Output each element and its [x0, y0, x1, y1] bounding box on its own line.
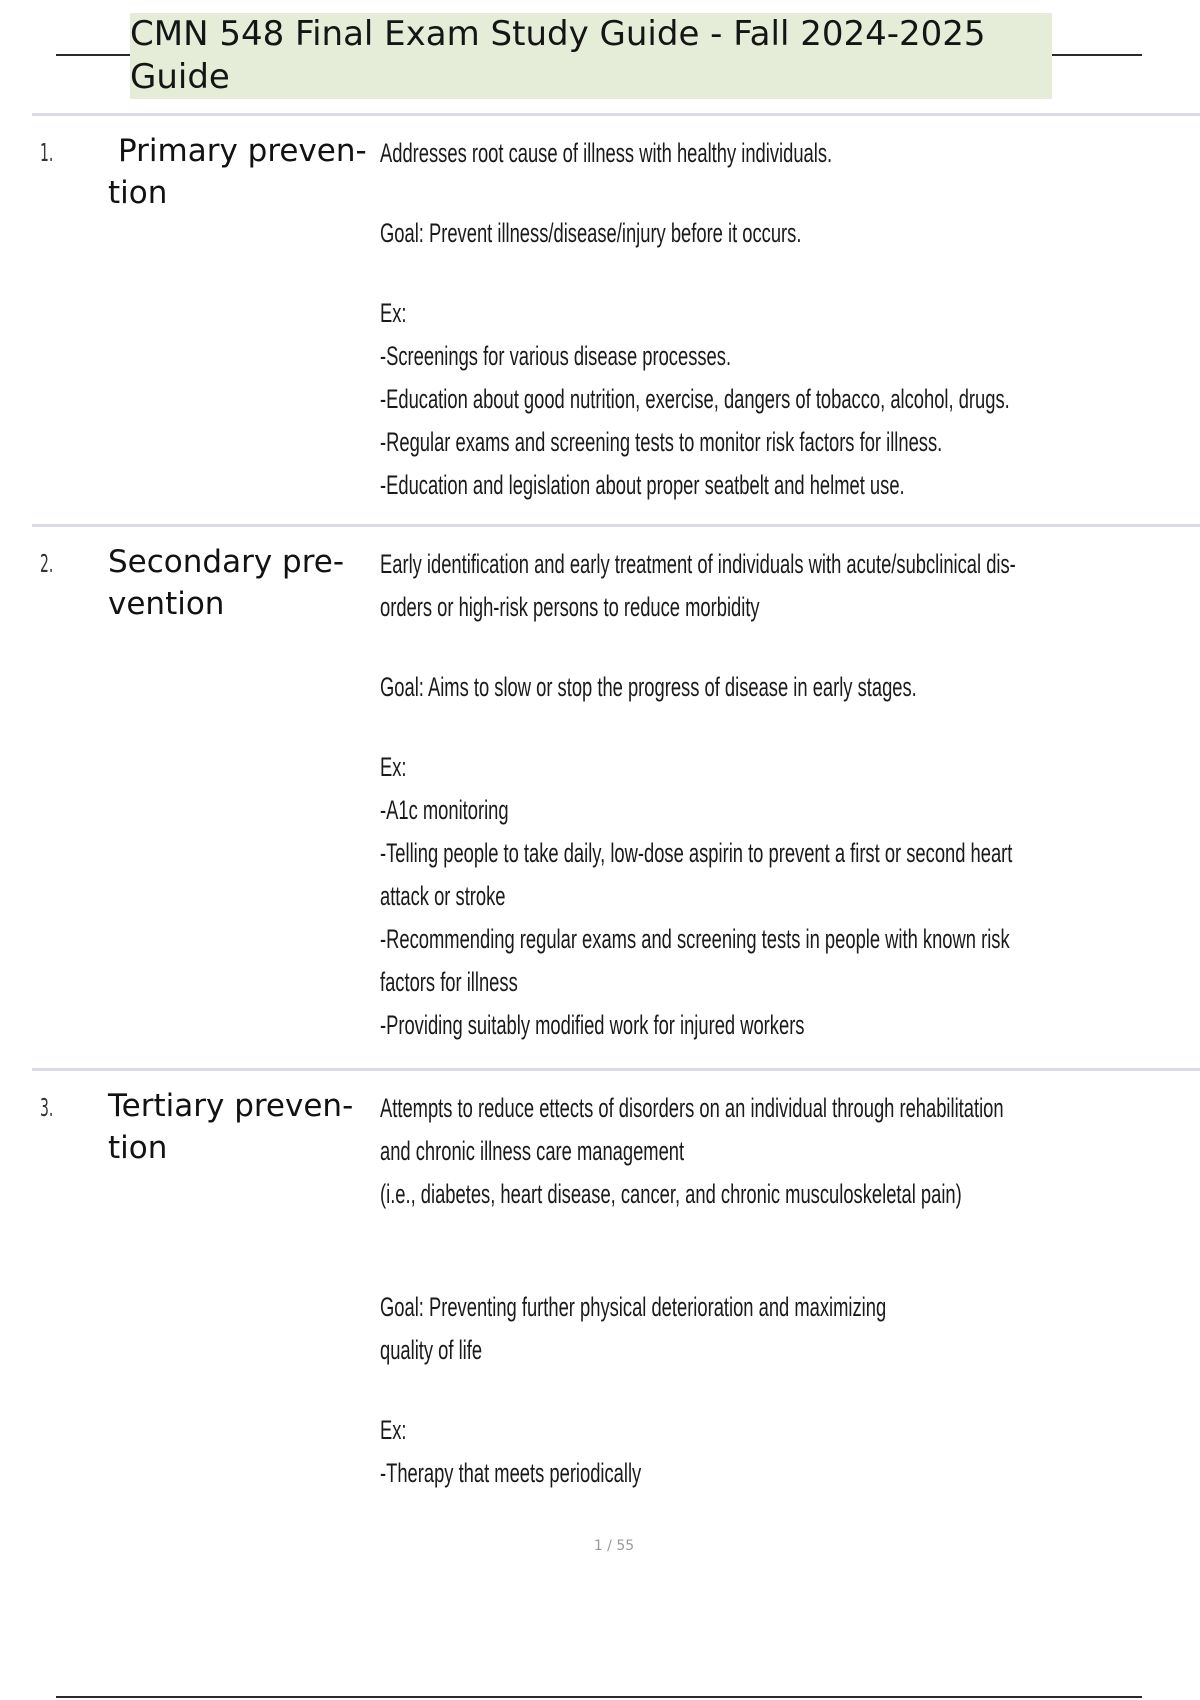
definition-example: -Screenings for various disease processes. — [380, 341, 732, 371]
definition-example: -Regular exams and screening tests to monitor risk factors for illness. — [380, 427, 943, 457]
definition-example-label: Ex: — [380, 752, 407, 782]
title-rule-right — [1052, 54, 1142, 56]
definition-line: Addresses root cause of illness with healthy individuals. — [380, 138, 833, 168]
term-name-line-1: Secondary pre- — [108, 544, 345, 580]
term-number: 1. — [40, 138, 54, 167]
term-name-line-2: tion — [108, 1130, 168, 1166]
definition-goal: quality of life — [380, 1335, 483, 1365]
term-row-primary-prevention — [32, 113, 1200, 526]
term-name-line-2: vention — [108, 586, 225, 622]
document-title-line-1: CMN 548 Final Exam Study Guide - Fall 2024-2025 — [130, 14, 986, 54]
page-number: 1 / 55 — [593, 1538, 635, 1554]
term-row-tertiary-prevention — [32, 1068, 1200, 1531]
term-row-secondary-prevention — [32, 524, 1200, 1071]
term-name — [108, 130, 378, 214]
document-title-line-2: Guide — [130, 57, 230, 97]
definition-example: -Providing suitably modified work for injured workers — [380, 1010, 805, 1040]
definition-line: Attempts to reduce ettects of disorders on an individual through rehabilitation — [380, 1093, 1004, 1123]
term-definition — [380, 543, 1200, 1047]
term-number: 3. — [40, 1093, 54, 1122]
bottom-rule — [56, 1696, 1142, 1698]
term-name — [108, 541, 368, 625]
definition-example-label: Ex: — [380, 298, 407, 328]
term-name-line-1: Primary preven- — [118, 133, 367, 169]
term-name-line-2: tion — [108, 175, 168, 211]
document-title — [130, 13, 1052, 99]
definition-example-label: Ex: — [380, 1415, 407, 1445]
definition-line: (i.e., diabetes, heart disease, cancer, and chronic musculoskeletal pain) — [380, 1179, 962, 1209]
definition-example: -Recommending regular exams and screening tests in people with known risk — [380, 924, 1010, 954]
definition-line: orders or high-risk persons to reduce morbidity — [380, 592, 760, 622]
definition-example: attack or stroke — [380, 881, 506, 911]
term-definition — [380, 1087, 1200, 1495]
definition-example: -Therapy that meets periodically — [380, 1458, 642, 1488]
definition-example: -Telling people to take daily, low-dose aspirin to prevent a first or second heart — [380, 838, 1013, 868]
definition-example: -Education and legislation about proper seatbelt and helmet use. — [380, 470, 905, 500]
definition-goal: Goal: Preventing further physical deterioration and maximizing — [380, 1292, 887, 1322]
term-name-line-1: Tertiary preven- — [108, 1088, 354, 1124]
definition-example: -A1c monitoring — [380, 795, 509, 825]
definition-goal: Goal: Prevent illness/disease/injury before it occurs. — [380, 218, 802, 248]
title-rule-left — [56, 54, 130, 56]
term-name — [108, 1085, 368, 1169]
definition-goal: Goal: Aims to slow or stop the progress of disease in early stages. — [380, 672, 917, 702]
term-definition — [380, 132, 1200, 507]
definition-example: -Education about good nutrition, exercise, dangers of tobacco, alcohol, drugs. — [380, 384, 1010, 414]
term-number: 2. — [40, 549, 54, 578]
definition-line: and chronic illness care management — [380, 1136, 685, 1166]
definition-example: factors for illness — [380, 967, 518, 997]
definition-line: Early identification and early treatment of individuals with acute/subclinical dis- — [380, 549, 1016, 579]
